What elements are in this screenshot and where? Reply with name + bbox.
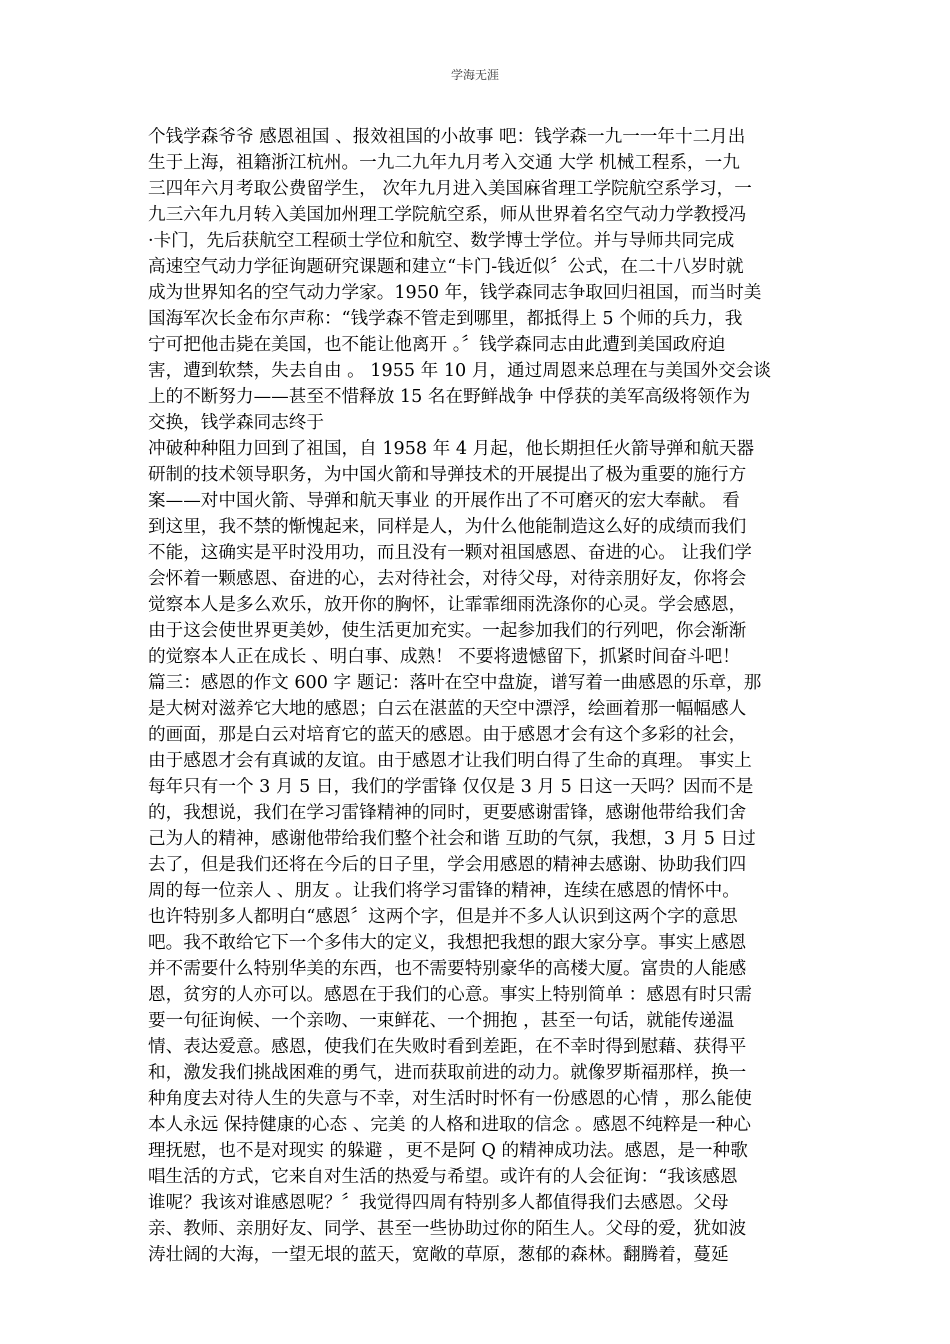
text-line: 每年只有一个 3 月 5 日，我们的学雷锋 仅仅是 3 月 5 日这一天吗？因而不是 (148, 777, 754, 797)
page-header: 学海无涯 (450, 68, 499, 82)
text-line: 和，激发我们挑战困难的勇气，进而获取前进的动力。就像罗斯福那样，换一 (148, 1063, 747, 1083)
text-line: 篇三：感恩的作文 600 字 题记：落叶在空中盘旋，谱写着一曲感恩的乐章，那 (148, 673, 762, 693)
text-line: 情、表达爱意。感恩，使我们在失败时看到差距，在不幸时得到慰藉、获得平 (148, 1037, 747, 1057)
text-line: 谁呢？我该对谁感恩呢？〞我觉得四周有特别多人都值得我们去感恩。父母 (148, 1193, 729, 1213)
text-line: 案——对中国火箭、导弹和航天事业 的开展作出了不可磨灭的宏大奉献。 看 (148, 491, 740, 511)
text-line: 恩，贫穷的人亦可以。感恩在于我们的心意。事实上特别简单 ：感恩有时只需 (148, 985, 752, 1005)
text-line: 三四年六月考取公费留学生， 次年九月进入美国麻省理工学院航空系学习，一 (148, 179, 752, 199)
text-line: 研制的技术领导职务，为中国火箭和导弹技术的开展提出了极为重要的施行方 (148, 465, 747, 485)
text-line: 理抚慰，也不是对现实 的躲避 ，更不是阿 Q 的精神成功法。感恩，是一种歌 (148, 1141, 748, 1161)
text-line: 到这里，我不禁的惭愧起来，同样是人，为什么他能制造这么好的成绩而我们 (148, 517, 747, 537)
text-line: 交换，钱学森同志终于 (148, 413, 324, 433)
text-line: 由于感恩才会有真诚的友谊。由于感恩才让我们明白得了生命的真理。 事实上 (148, 751, 752, 771)
text-line: 高速空气动力学征询题研究课题和建立“卡门-钱近似〞公式，在二十八岁时就 (148, 257, 744, 277)
text-line: 并不需要什么特别华美的东西，也不需要特别豪华的高楼大厦。富贵的人能感 (148, 959, 747, 979)
text-line: 的觉察本人正在成长 、明白事、成熟！ 不要将遗憾留下，抓紧时间奋斗吧！ (148, 647, 740, 667)
text-line: 唱生活的方式，它来自对生活的热爱与希望。或许有的人会征询：“我该感恩 (148, 1167, 738, 1187)
text-line: 成为世界知名的空气动力学家。1950 年，钱学森同志争取回归祖国，而当时美 (148, 283, 762, 303)
text-line: 吧。我不敢给它下一个多伟大的定义，我想把我想的跟大家分享。事实上感恩 (148, 933, 747, 953)
text-line: 的画面，那是白云对培育它的蓝天的感恩。由于感恩才会有这个多彩的社会， (148, 725, 747, 745)
text-line: 本人永远 保持健康的心态 、完美 的人格和进取的信念 。感恩不纯粹是一种心 (148, 1115, 751, 1135)
text-line: 是大树对滋养它大地的感恩；白云在湛蓝的天空中漂浮，绘画着那一幅幅感人 (148, 699, 747, 719)
text-line: 生于上海，祖籍浙江杭州。一九二九年九月考入交通 大学 机械工程系，一九 (148, 153, 740, 173)
text-line: 上的不断努力——甚至不惜释放 15 名在野鲜战争 中俘获的美军高级将领作为 (148, 387, 751, 407)
text-line: 不能，这确实是平时没用功，而且没有一颗对祖国感恩、奋进的心。 让我们学 (148, 543, 752, 563)
text-line: 冲破种种阻力回到了祖国，自 1958 年 4 月起，他长期担任火箭导弹和航天器 (148, 439, 755, 459)
text-line: 的，我想说，我们在学习雷锋精神的同时，更要感谢雷锋，感谢他带给我们舍 (148, 803, 747, 823)
text-line: 个钱学森爷爷 感恩祖国 、报效祖国的小故事 吧：钱学森一九一一年十二月出 (148, 127, 746, 147)
text-line: 己为人的精神，感谢他带给我们整个社会和谐 互助的气氛，我想，3 月 5 日过 (148, 829, 756, 849)
text-line: 觉察本人是多么欢乐，放开你的胸怀，让霏霏细雨洗涤你的心灵。学会感恩， (148, 595, 747, 615)
text-line: 种角度去对待人生的失意与不幸，对生活时时怀有一份感恩的心情 ，那么能使 (148, 1089, 752, 1109)
text-line: 害，遭到软禁，失去自由 。 1955 年 10 月，通过周恩来总理在与美国外交会谈 (148, 361, 771, 381)
text-line: ·卡门，先后获航空工程硕士学位和航空、数学博士学位。并与导师共同完成 (148, 231, 735, 251)
text-line: 九三六年九月转入美国加州理工学院航空系，师从世界着名空气动力学教授冯 (148, 205, 747, 225)
text-line: 周的每一位亲人 、朋友 。让我们将学习雷锋的精神，连续在感恩的情怀中。 (148, 881, 740, 901)
text-line: 会怀着一颗感恩、奋进的心，去对待社会，对待父母，对待亲朋好友，你将会 (148, 569, 747, 589)
text-line: 亲、教师、亲朋好友、同学、甚至一些协助过你的陌生人。父母的爱，犹如波 (148, 1219, 747, 1239)
text-line: 去了，但是我们还将在今后的日子里，学会用感恩的精神去感谢、协助我们四 (148, 855, 747, 875)
text-line: 涛壮阔的大海，一望无垠的蓝天，宽敞的草原，葱郁的森林。翻腾着，蔓延 (148, 1245, 729, 1265)
text-line: 由于这会使世界更美妙，使生活更加充实。一起参加我们的行列吧，你会渐渐 (148, 621, 747, 641)
text-line: 宁可把他击毙在美国，也不能让他离开 。〞钱学森同志由此遭到美国政府迫 (148, 335, 726, 355)
text-line: 要一句征询候、一个亲吻、一束鲜花、一个拥抱 ，甚至一句话，就能传递温 (148, 1011, 735, 1031)
document-body (148, 124, 804, 1268)
text-line: 也许特别多人都明白“感恩〞这两个字，但是并不多人认识到这两个字的意思 (148, 907, 738, 927)
text-line: 国海军次长金布尔声称：“钱学森不管走到哪里，都抵得上 5 个师的兵力，我 (148, 309, 743, 329)
